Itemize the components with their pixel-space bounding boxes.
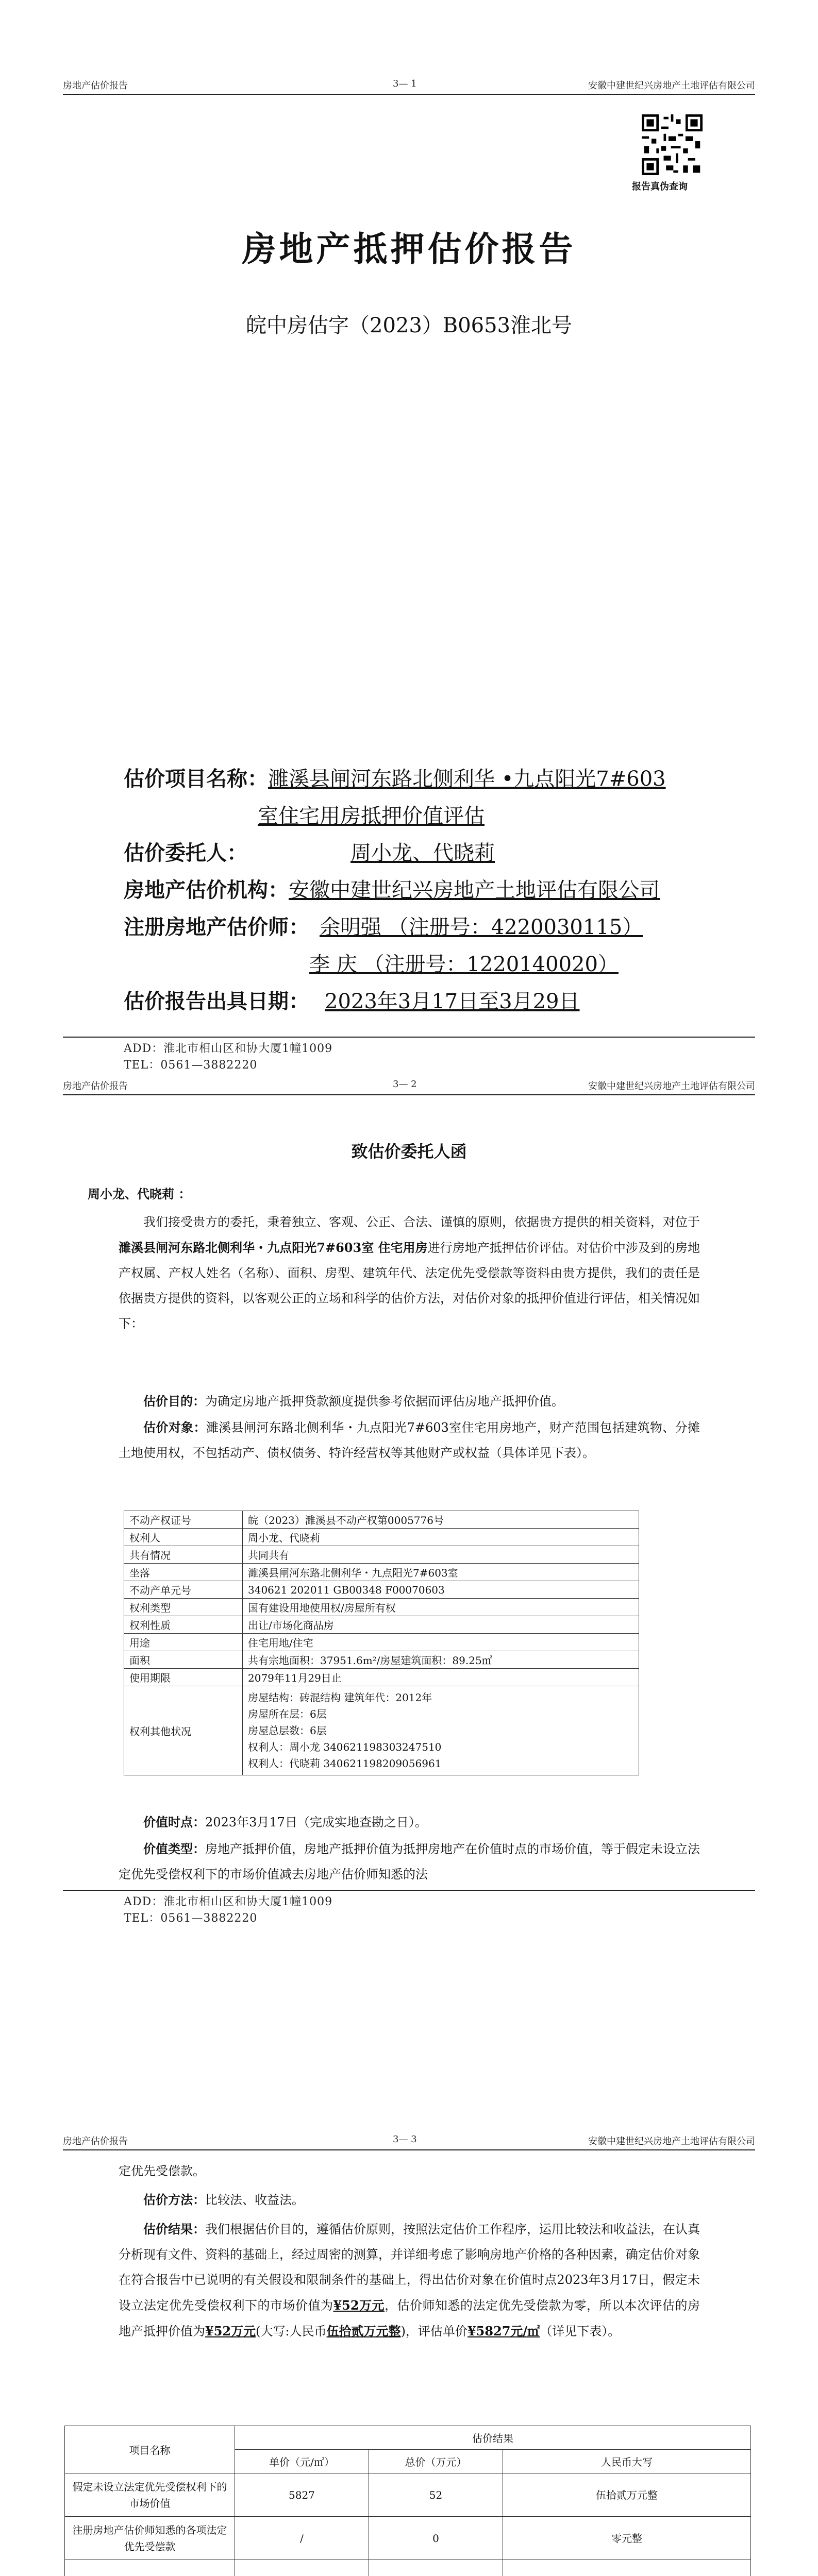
- object-paragraph: [119, 1415, 700, 1466]
- property-value: 340621 202011 GB00348 F00070603: [243, 1581, 639, 1599]
- property-value: 皖（2023）濉溪县不动产权第0005776号: [243, 1511, 639, 1529]
- result-rmb: 零元整: [503, 2517, 751, 2560]
- property-value: 住宅用地/住宅: [243, 1634, 639, 1651]
- property-value: 2079年11月29日止: [243, 1669, 639, 1686]
- result-page: [0, 2102, 818, 2576]
- property-field: 不动产权证号: [124, 1511, 243, 1529]
- property-field: 共有情况: [124, 1546, 243, 1564]
- property-row: [124, 1546, 639, 1564]
- property-row: [124, 1529, 639, 1546]
- appraiser-row: [124, 911, 643, 940]
- result-row: [65, 2517, 751, 2560]
- property-field: 权利类型: [124, 1599, 243, 1616]
- unit-price: ¥5827元/㎡: [467, 2324, 540, 2338]
- property-value: 共同共有: [243, 1546, 639, 1564]
- header-left: 房地产估价报告: [63, 80, 128, 91]
- cover-page: [0, 0, 818, 1072]
- col-rmb: 人民币大写: [503, 2450, 751, 2473]
- property-field: 用途: [124, 1634, 243, 1651]
- value-type-paragraph: [119, 1836, 700, 1887]
- property-table: [124, 1511, 639, 1775]
- intro-c: 进行房地产抵押估价评估。对估价中涉及到的房地产权属、产权人姓名（名称）、面积、房型、建筑年代、法定优先受偿款等资料由贵方提供，我们的责任是依据贵方提供的资料，以客观公正的立场和科学的估价方法，对估价对象的抵押价值进行评估，相关情况如下：: [119, 1241, 700, 1331]
- project-name-row: [124, 762, 666, 792]
- property-field: 不动产单元号: [124, 1581, 243, 1599]
- agency-value: 安徽中建世纪兴房地产土地评估有限公司: [289, 878, 660, 902]
- value-type-label: 价值类型：: [143, 1841, 205, 1856]
- property-other-line: 房屋结构：砖混结构 建筑年代：2012年: [248, 1691, 432, 1704]
- header-page-number: 3— 3: [393, 2134, 417, 2145]
- property-field: 面积: [124, 1651, 243, 1669]
- col-unit: 单价（元/㎡）: [235, 2450, 369, 2473]
- purpose-label: 估价目的：: [143, 1394, 205, 1409]
- client-value: 周小龙、代晓莉: [350, 841, 495, 865]
- purpose-paragraph: [119, 1388, 700, 1414]
- property-field: 权利其他状况: [124, 1686, 243, 1775]
- property-value: 濉溪县闸河东路北侧利华・九点阳光7#603室: [243, 1564, 639, 1581]
- method-label: 估价方法：: [143, 2192, 205, 2207]
- qr-code-icon[interactable]: [642, 114, 703, 175]
- header-rule: [63, 1094, 755, 1095]
- date-value: 2023年3月17日至3月29日: [325, 990, 580, 1013]
- result-row: [65, 2473, 751, 2517]
- property-other-line: 房屋所在层：6层: [248, 1708, 327, 1720]
- agency-label: 房地产估价机构：: [124, 878, 289, 902]
- footer-rule: [63, 1037, 755, 1038]
- header-rule: [63, 2149, 755, 2150]
- result-c: ，估价师知悉的法定优先受偿款为零，所以本次评估的房地产抵押价值为: [119, 2298, 700, 2338]
- header-company: 安徽中建世纪兴房地产土地评估有限公司: [588, 1081, 755, 1092]
- method-paragraph: [119, 2187, 700, 2213]
- project-value-line2: 室住宅用房抵押价值评估: [258, 804, 485, 828]
- value-date-paragraph: [119, 1809, 700, 1835]
- object-label: 估价对象：: [143, 1420, 206, 1435]
- mortgage-value-words: 伍拾贰万元整: [326, 2324, 401, 2338]
- client-label: 估价委托人：: [124, 841, 247, 865]
- property-field: 权利性质: [124, 1616, 243, 1634]
- header-company: 安徽中建世纪兴房地产土地评估有限公司: [588, 80, 755, 91]
- appraiser-2: 李 庆 （注册号：1220140020）: [309, 953, 619, 976]
- page-footer: [124, 1894, 332, 1927]
- footer-tel: TEL：0561—3882220: [124, 1059, 258, 1072]
- letter-page: [0, 1072, 818, 2102]
- header-page-number: 3— 2: [393, 1079, 417, 1090]
- salutation: 周小龙、代晓莉 ：: [88, 1187, 191, 1201]
- result-unit-price: 5827: [235, 2473, 369, 2517]
- property-other-line: 房屋总层数：6层: [248, 1724, 327, 1737]
- result-rmb: 伍拾贰万元整: [503, 2473, 751, 2517]
- col-item: 项目名称: [65, 2426, 235, 2473]
- result-label: 估价结果：: [143, 2222, 205, 2236]
- result-a: 我们根据估价目的，遵循估价原则，按照法定估价工作程序，运用比较法和收益法，在认真分析现有文件、资料的基础上，经过周密的测算，并详细考虑了影响房地产价格的各种因素，确定估价对象在符合报告中已说明的有关假设和限制条件的基础上，得出估价对象在价值时点2023年3月17日，假定未设立法定优先受偿权利下的市场价值为: [119, 2222, 700, 2313]
- result-paragraph: [119, 2216, 700, 2344]
- result-total: 52: [369, 2473, 503, 2517]
- col-group: 估价结果: [235, 2426, 751, 2450]
- property-row: [124, 1669, 639, 1686]
- property-value: 出让/市场化商品房: [243, 1616, 639, 1634]
- result-unit-price: [235, 2560, 369, 2576]
- header-page-number: 3— 1: [393, 78, 417, 89]
- value-date-label: 价值时点：: [143, 1815, 205, 1829]
- purpose-text: 为确定房地产抵押贷款额度提供参考依据而评估房地产抵押价值。: [205, 1394, 564, 1409]
- value-type-text: 房地产抵押价值，房地产抵押价值为抵押房地产在价值时点的市场价值，等于假定未设立法定优先受偿权利下的市场价值减去房地产估价师知悉的法: [119, 1842, 700, 1882]
- project-value-line1: 濉溪县闸河东路北侧利华 •九点阳光7#603: [268, 767, 666, 791]
- result-item: 假定未设立法定优先受偿权利下的市场价值: [65, 2473, 235, 2517]
- date-label: 估价报告出具日期：: [124, 989, 309, 1013]
- header-company: 安徽中建世纪兴房地产土地评估有限公司: [588, 2136, 755, 2147]
- appraiser-1: 余明强 （注册号：4220030115）: [320, 916, 643, 939]
- property-row: [124, 1686, 639, 1775]
- result-e: (大写:人民币: [256, 2324, 327, 2338]
- property-other-line: 权利人：周小龙 340621198303247510: [248, 1741, 442, 1753]
- result-i: （详见下表）。: [540, 2324, 621, 2338]
- footer-address: ADD：淮北市相山区和协大厦1幢1009: [124, 1895, 333, 1908]
- value-type-continued: 定优先受偿款。: [119, 2164, 205, 2178]
- footer-tel: TEL：0561—3882220: [124, 1912, 258, 1925]
- property-row: [124, 1511, 639, 1529]
- result-table: [64, 2426, 751, 2576]
- result-total: 0: [369, 2517, 503, 2560]
- footer-address: ADD：淮北市相山区和协大厦1幢1009: [124, 1042, 333, 1055]
- property-field: 坐落: [124, 1564, 243, 1581]
- property-row: [124, 1616, 639, 1634]
- report-number: 皖中房估字（2023）B0653淮北号: [246, 314, 572, 337]
- appraiser-row2: [309, 948, 619, 977]
- client-row: [124, 837, 557, 866]
- intro-a: 我们接受贵方的委托，秉着独立、客观、公正、合法、谨慎的原则，依据贵方提供的相关资料，对位于: [143, 1215, 700, 1229]
- project-name-row2: [258, 800, 485, 829]
- property-other-line: 权利人：代晓莉 340621198209056961: [248, 1757, 442, 1770]
- property-row: [124, 1581, 639, 1599]
- col-total: 总价（万元）: [369, 2450, 503, 2473]
- property-field: 使用期限: [124, 1669, 243, 1686]
- method-text: 比较法、收益法。: [205, 2193, 304, 2207]
- date-row: [124, 985, 595, 1014]
- property-value: 国有建设用地使用权/房屋所有权: [243, 1599, 639, 1616]
- page-footer: [124, 1041, 332, 1074]
- property-row: [124, 1564, 639, 1581]
- footer-rule: [63, 1890, 755, 1891]
- project-label: 估价项目名称：: [124, 767, 268, 791]
- result-total: [369, 2560, 503, 2576]
- property-field: 权利人: [124, 1529, 243, 1546]
- header-rule: [63, 94, 755, 95]
- market-value: ¥52万元: [333, 2298, 385, 2313]
- qr-caption: 报告真伪查询: [632, 181, 688, 192]
- property-row: [124, 1599, 639, 1616]
- report-title: 房地产抵押估价报告: [242, 229, 576, 269]
- property-value: 周小龙、代晓莉: [243, 1529, 639, 1546]
- property-row: [124, 1651, 639, 1669]
- result-item: 注册房地产估价师知悉的各项法定优先受偿款: [65, 2517, 235, 2560]
- letter-title: 致估价委托人函: [351, 1142, 467, 1161]
- value-date-text: 2023年3月17日（完成实地查勘之日）。: [205, 1815, 427, 1829]
- object-text: 濉溪县闸河东路北侧利华・九点阳光7#603室住宅用房地产，财产范围包括建筑物、分摊土地使用权，不包括动产、债权债务、特许经营权等其他财产或权益（具体详见下表）。: [119, 1420, 700, 1460]
- result-item: [65, 2560, 235, 2576]
- result-rmb: [503, 2560, 751, 2576]
- result-g: )，评估单价: [400, 2324, 468, 2338]
- property-row: [124, 1634, 639, 1651]
- agency-row: [124, 874, 660, 903]
- mortgage-value: ¥52万元: [205, 2324, 256, 2338]
- appraiser-label: 注册房地产估价师：: [124, 915, 309, 939]
- result-row: [65, 2560, 751, 2576]
- intro-address: 濉溪县闸河东路北侧利华・九点阳光7#603室 住宅用房: [119, 1240, 428, 1255]
- intro-paragraph: [119, 1210, 700, 1336]
- header-left: 房地产估价报告: [63, 2136, 128, 2147]
- header-left: 房地产估价报告: [63, 1081, 128, 1092]
- property-value: 共有宗地面积：37951.6m²/房屋建筑面积：89.25㎡: [243, 1651, 639, 1669]
- result-unit-price: /: [235, 2517, 369, 2560]
- property-value: [243, 1686, 639, 1775]
